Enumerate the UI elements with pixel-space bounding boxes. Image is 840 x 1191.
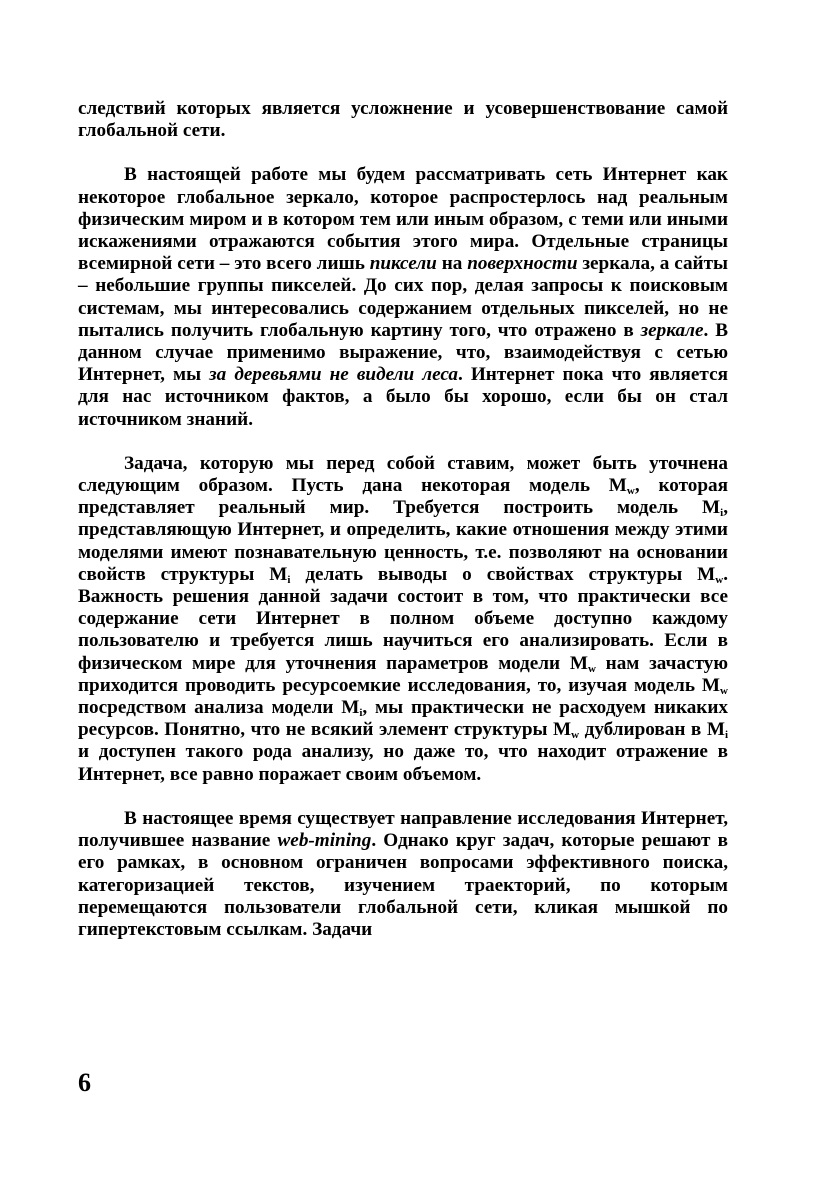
text-run: . Интернет пока что является для нас источником фактов, а было бы хорошо, если бы он стал источником знаний. [78,364,728,430]
italic-term: зеркале [640,319,704,341]
text-run: , которая представляет реальный мир. Требуется построить модель M [78,475,728,519]
subscript: w [587,662,596,675]
page-number: 6 [78,1068,91,1097]
text-run: В настоящее время существует направление исследования Интернет, получившее название [78,807,728,852]
text-run: . Важность решения данной задачи состоит в том, что практически все содержание сети Интернет в полном объеме доступно каждому пользователю и требуется лишь научиться его анализировать. Если в физическом мире для уточнения параметров модели M [78,563,728,674]
paragraph-4 [78,808,728,941]
italic-term: за деревьями не видели леса [209,364,458,386]
italic-term: пиксели [369,253,437,275]
italic-term: поверхности [467,253,578,275]
paragraph-3 [78,453,728,786]
subscript: i [720,507,724,520]
text-run: на [436,253,468,275]
body-text [78,98,728,963]
text-run: , мы практически не расходуем никаких ресурсов. Понятно, что не всякий элемент структуры M [78,697,729,741]
subscript: w [626,485,635,498]
text-run: делать выводы о свойствах структуры M [290,563,716,585]
text-run: . Однако круг задач, которые решают в его рамках, в основном ограничен вопросами эффективного поиска, категоризацией текстов, изучением траекторий, по которым перемещаются пользователи глобальной сети, кликая мышкой по гипертекстовым ссылкам. Задачи [78,830,728,940]
paragraph-2 [78,164,728,430]
text-run: Задача, которую мы перед собой ставим, может быть уточнена следующим образом. Пусть дана некоторая модель M [78,452,728,497]
text-run: посредством анализа модели M [78,697,360,719]
text-run: . В данном случае применимо выражение, что, взаимодействуя с сетью Интернет, мы [78,319,728,386]
subscript: i [287,573,291,586]
subscript: i [724,729,728,742]
subscript: i [359,707,363,720]
text-run: нам зачастую приходится проводить ресурсоемкие исследования, то, изучая модель M [78,652,728,696]
paragraph-1 [78,98,728,142]
text-run: дублирован в M [579,719,725,741]
subscript: w [720,684,728,697]
text-run: , представляющую Интернет, и определить, какие отношения между этими моделями имеют познавательную ценность, т.е. позволяют на основании свойств структуры M [78,497,728,585]
text-run: В настоящей работе мы будем рассматривать сеть Интернет как некоторое глобальное зеркало, которое распростерлось над реальным физическим миром и в котором тем или иным образом, с теми или иными искажениями отражаются события этого мира. Отдельные страницы всемирной сети – это всего лишь [78,164,728,275]
subscript: w [715,573,724,586]
subscript: w [571,729,580,742]
text-run: зеркала, а сайты – небольшие группы пикселей. До сих пор, делая запросы к поисковым системам, мы интересовались содержанием отдельных пикселей, но не пытались получить глобальную картину того, что отражено в [78,253,729,341]
text-run: и доступен такого рода анализу, но даже то, что находит отражение в Интернет, все равно поражает своим объемом. [78,741,728,785]
text-run: следствий которых является усложнение и усовершенствование самой глобальной сети. [78,98,728,142]
italic-term: web-mining [277,830,372,852]
